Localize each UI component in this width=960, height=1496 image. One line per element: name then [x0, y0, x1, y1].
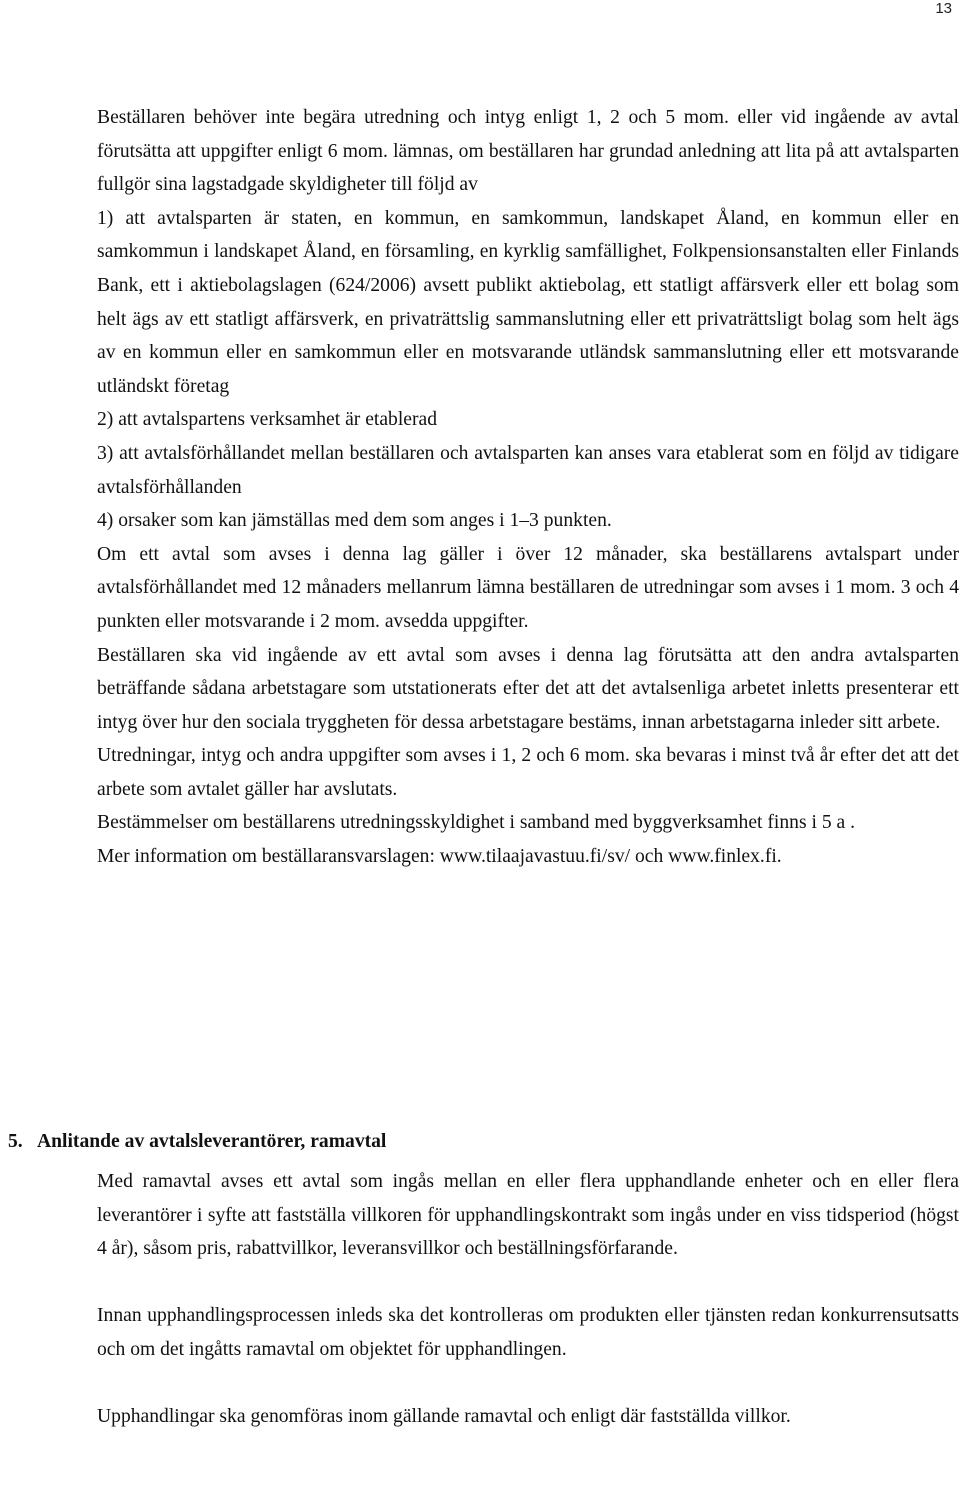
paragraph-construction: Bestämmelser om beställarens utredningsskyldighet i samband med byggverksamhet finns i 5 a .	[97, 812, 856, 834]
paragraph-framework-definition: Med ramavtal avses ett avtal som ingås mellan en eller flera upphandlande enheter och en eller flera leverantörer i syfte att fastställa villkoren för upphandlingskontrakt som ingås under en viss tidsperiod (högst 4 år), såsom pris, rabattvillkor, leveransvillkor och beställningsförfarande.	[97, 1171, 959, 1260]
list-item-2: 2) att avtalspartens verksamhet är etablerad	[97, 409, 438, 431]
paragraph-intro: Beställaren behöver inte begära utredning och intyg enligt 1, 2 och 5 mom. eller vid ingående av avtal förutsätta att uppgifter enligt 6 mom. lämnas, om beställaren har grundad anledning att lita på att avtalsparten fullgör sina lagstadgade skyldigheter till följd av	[97, 107, 959, 196]
paragraph-retention: Utredningar, intyg och andra uppgifter som avses i 1, 2 och 6 mom. ska bevaras i minst två år efter det att det arbete som avtalet gäller har avslutats.	[97, 745, 959, 800]
list-item-4: 4) orsaker som kan jämställas med dem som anges i 1–3 punkten.	[97, 510, 612, 532]
paragraph-within-framework: Upphandlingar ska genomföras inom gällande ramavtal och enligt där fastställda villkor.	[97, 1406, 791, 1428]
list-item-3: 3) att avtalsförhållandet mellan beställaren och avtalsparten kan anses vara etablerat som en följd av tidigare avtalsförhållanden	[97, 442, 959, 498]
list-item-1: 1) att avtalsparten är staten, en kommun, en samkommun, landskapet Åland, en kommun eller en samkommun i landskapet Åland, en församling, en kyrklig samfällighet, Folkpensionsanstalten eller Finlands Bank, ett i aktiebolagslagen (624/2006) avsett publikt aktiebolag, ett statligt affärsverk eller ett bolag som helt ägs av ett statligt affärsverk, en privaträttslig sammanslutning eller ett privaträttsligt bolag som helt ägs av en kommun eller en samkommun eller en motsvarande utländsk sammanslutning eller ett motsvarande utländskt företag	[97, 207, 959, 397]
section-text-block	[97, 1165, 959, 1434]
page-number: 13	[935, 0, 952, 17]
paragraph-posted-workers: Beställaren ska vid ingående av ett avtal som avses i denna lag förutsätta att den andra avtalsparten beträffande sådana arbetstagare som utstationerats efter det att det avtalsenliga arbetet inletts presenterar ett intyg över hur den sociala tryggheten för dessa arbetstagare bestäms, innan arbetstagarna inleder sitt arbete.	[97, 644, 959, 733]
paragraph-12-months: Om ett avtal som avses i denna lag gäller i över 12 månader, ska beställarens avtalspart under avtalsförhållandet med 12 månaders mellanrum lämna beställaren de utredningar som avses i 1 mom. 3 och 4 punkten eller motsvarande i 2 mom. avsedda uppgifter.	[97, 543, 959, 632]
section-title: Anlitande av avtalsleverantörer, ramavtal	[37, 1131, 387, 1152]
section-number: 5.	[8, 1131, 23, 1152]
paragraph-procurement-check: Innan upphandlingsprocessen inleds ska det kontrolleras om produkten eller tjänsten redan konkurrensutsatts och om det ingåtts ramavtal om objektet för upphandlingen.	[97, 1305, 959, 1360]
top-text-block	[97, 101, 959, 874]
paragraph-more-info: Mer information om beställaransvarslagen: www.tilaajavastuu.fi/sv/ och www.finlex.fi.	[97, 846, 782, 868]
